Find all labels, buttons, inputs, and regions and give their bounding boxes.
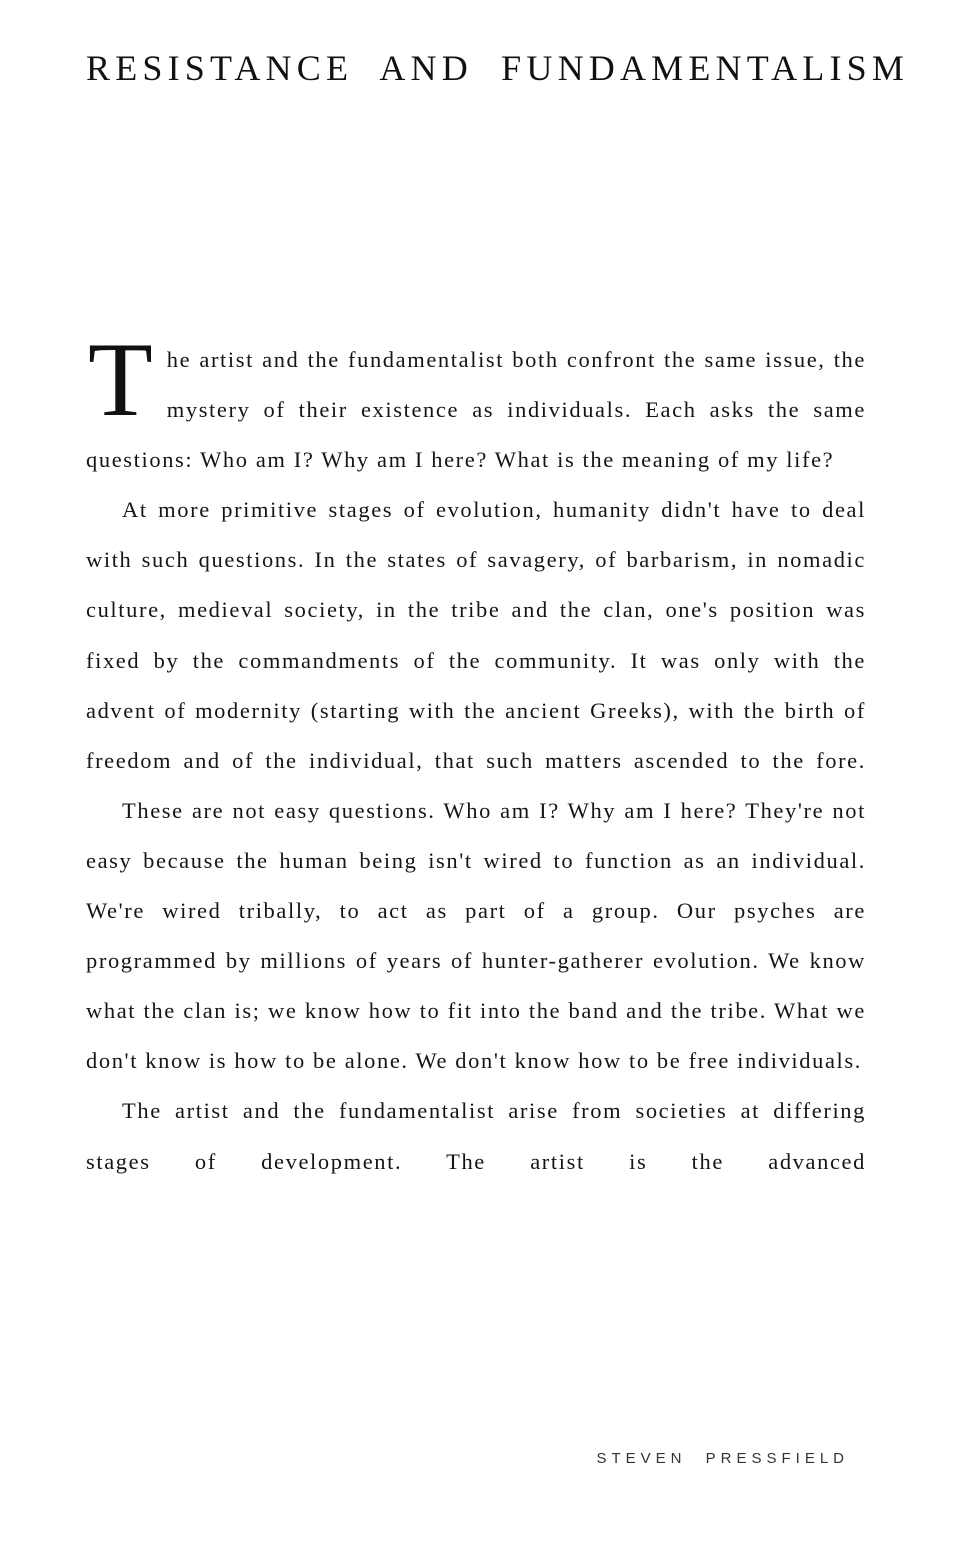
paragraph-4: The artist and the fundamentalist arise from societies at differing stages of development. The artist is the advanced: [86, 1098, 866, 1174]
author-footer: STEVEN PRESSFIELD: [596, 1450, 849, 1467]
paragraph-3: These are not easy questions. Who am I? Why am I here? They're not easy because the human being isn't wired to function as an individual. We're wired tribally, to act as part of a group. Our psyches are programmed by millions of years of hunter-gatherer evolution. We know what the clan is; we know how to fit into the band and the tribe. What we don't know is how to be alone. We don't know how to be free individuals.: [86, 797, 866, 1074]
drop-cap: T: [88, 321, 153, 438]
running-title: RESISTANCE AND FUNDAMENTALISM: [86, 48, 910, 88]
paragraph-1-text: he artist and the fundamentalist both confront the same issue, the mystery of their existence as individuals. Each asks the same questions: Who am I? Why am I here? What is the meaning of my life?: [86, 347, 866, 473]
body-text: [86, 321, 866, 1187]
paragraph-2: At more primitive stages of evolution, humanity didn't have to deal with such questions. In the states of savagery, of barbarism, in nomadic culture, medieval society, in the tribe and the clan, one's position was fixed by the commandments of the community. It was only with the advent of modernity (starting with the ancient Greeks), with the birth of freedom and of the individual, that such matters ascended to the fore.: [86, 497, 866, 773]
paragraph-1: [86, 321, 866, 485]
